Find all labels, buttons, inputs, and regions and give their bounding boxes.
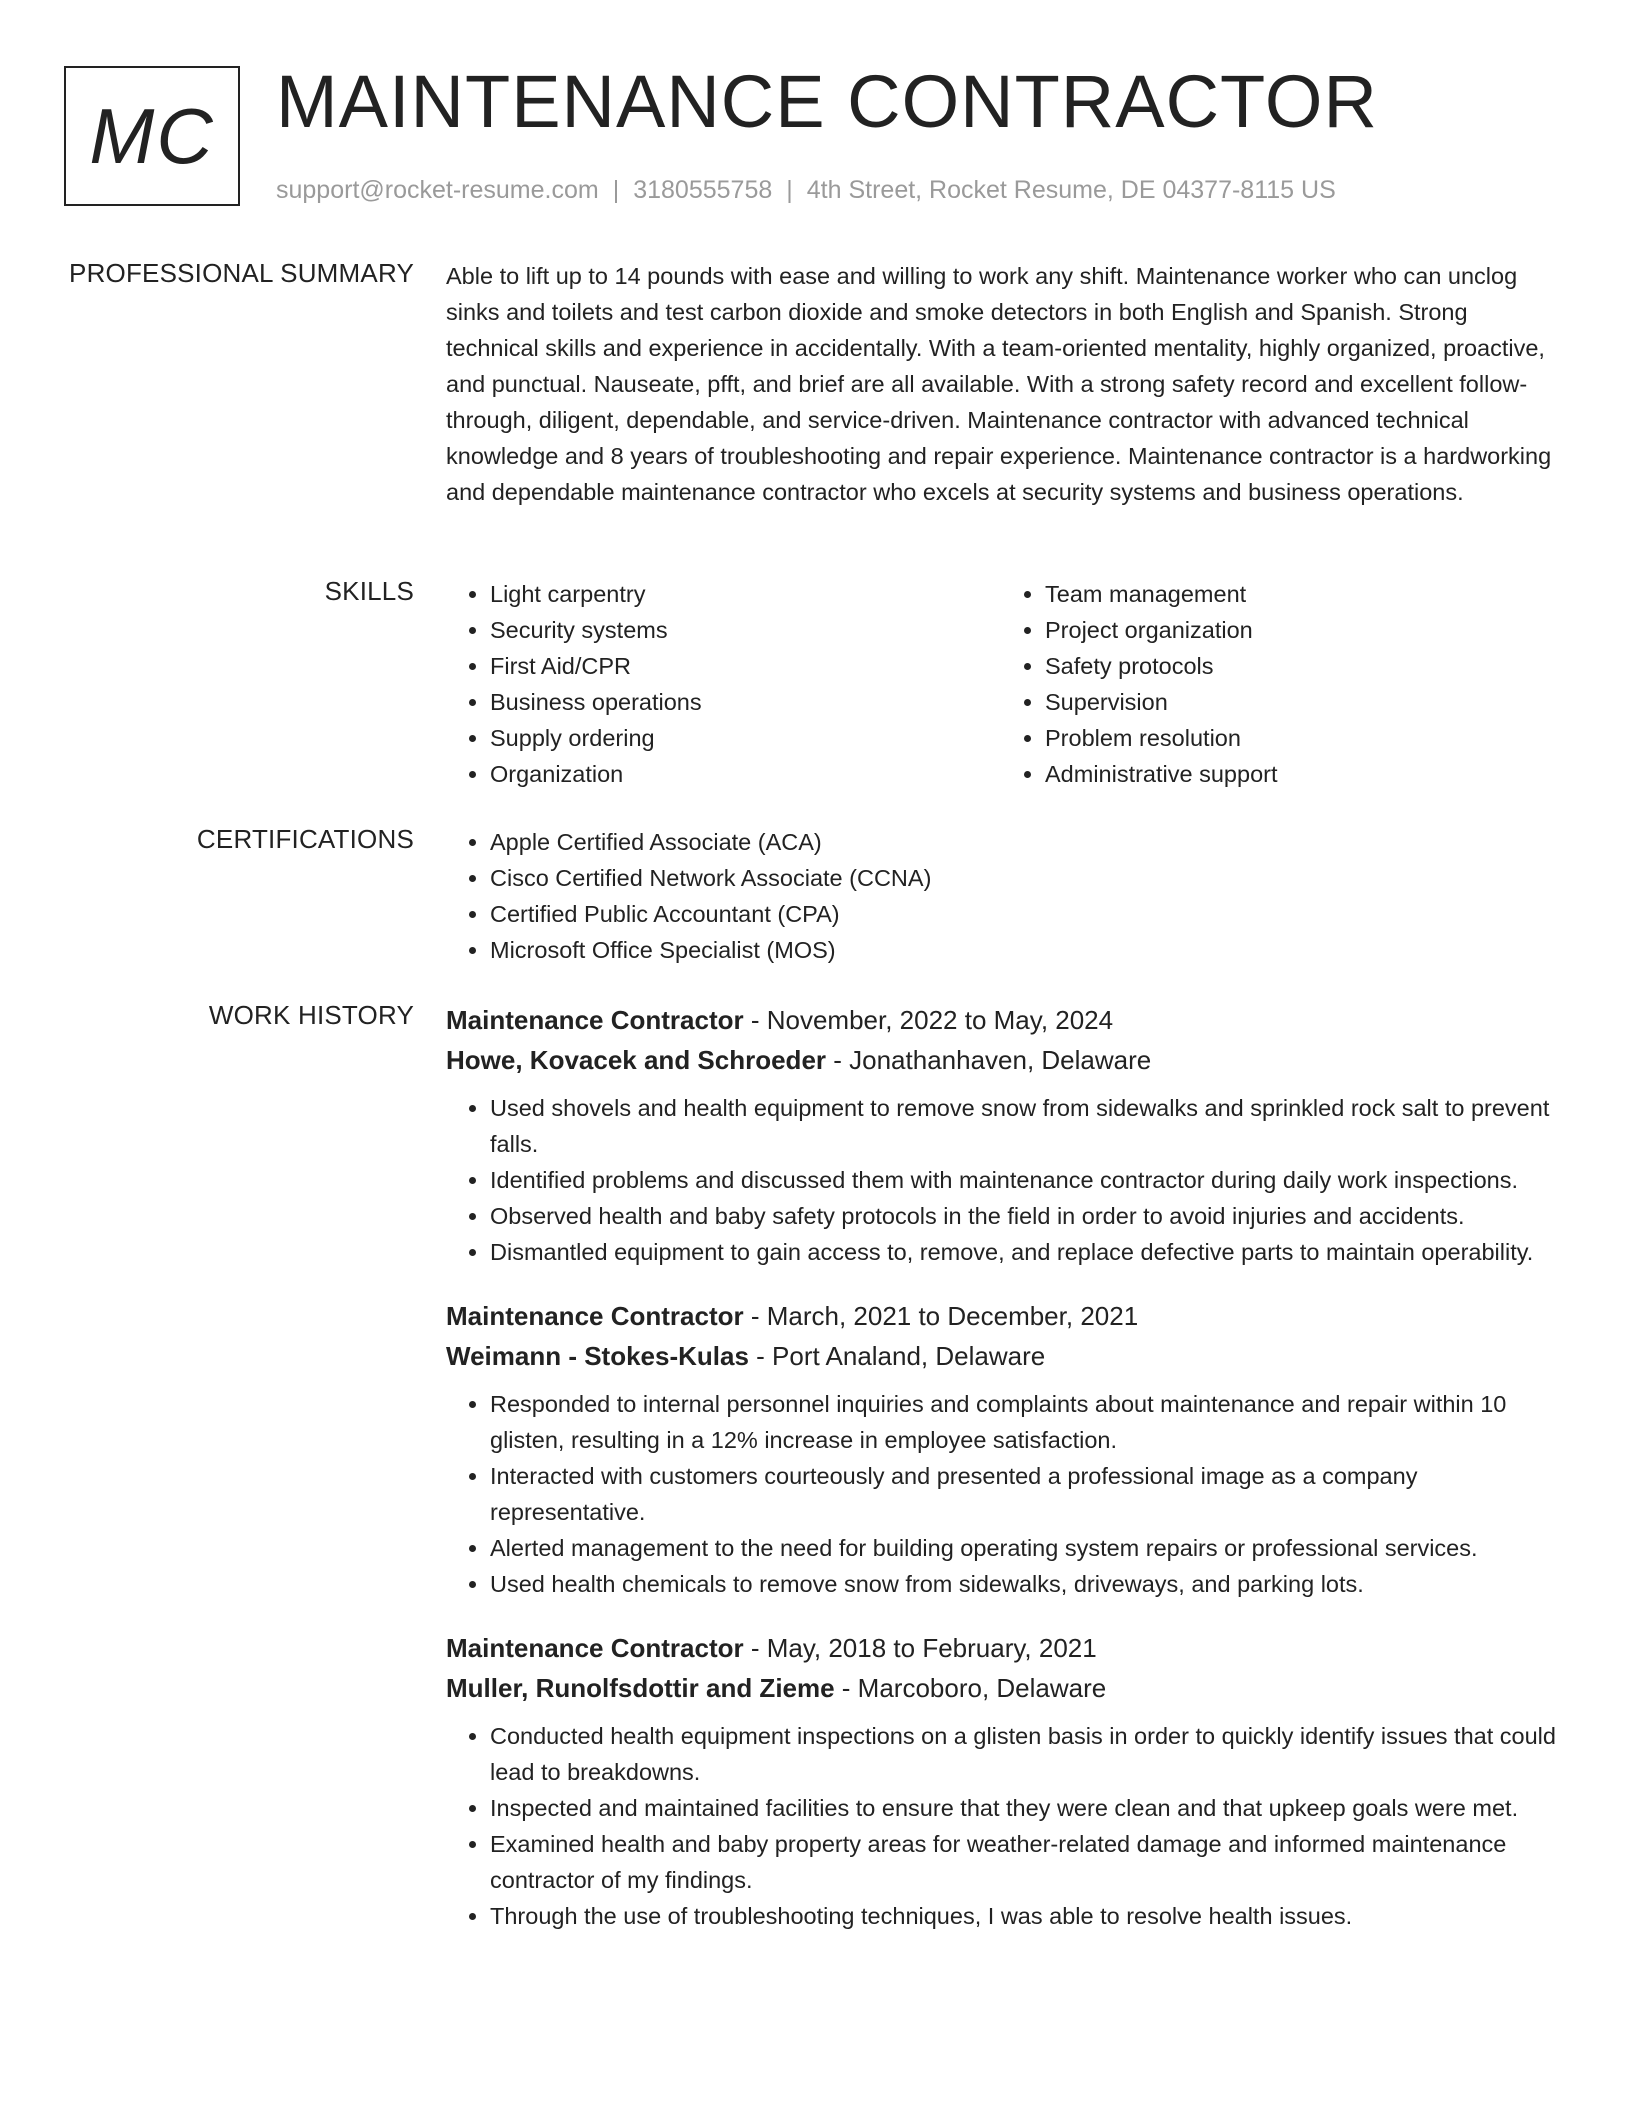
certification-item: • Certified Public Accountant (CPA) [490, 896, 1556, 932]
skill-item: • Supply ordering [490, 720, 1001, 756]
job-entry [446, 1000, 1556, 1270]
contact-separator: | [786, 176, 793, 204]
job-company-line [446, 1668, 1556, 1708]
summary-content [446, 258, 1556, 510]
skill-item: • Team management [1045, 576, 1556, 612]
job-title-line [446, 1296, 1556, 1336]
job-bullets [446, 1090, 1556, 1270]
job-entry [446, 1628, 1556, 1934]
job-bullet: • Responded to internal personnel inquiries and complaints about maintenance and repair within 10 glisten, resulting in a 12% increase in employee satisfaction. [490, 1386, 1556, 1458]
section-label-skills: SKILLS [324, 576, 414, 606]
job-location: - Port Analand, Delaware [748, 1341, 1046, 1371]
job-title: Maintenance Contractor [446, 1005, 744, 1035]
job-bullets [446, 1718, 1556, 1934]
certifications-list [446, 824, 1556, 968]
contact-line [276, 176, 1336, 205]
job-bullet: • Observed health and baby safety protocols in the field in order to avoid injuries and accidents. [490, 1198, 1556, 1234]
job-company: Muller, Runolfsdottir and Zieme [446, 1673, 835, 1703]
resume-name: MAINTENANCE CONTRACTOR [276, 60, 1378, 143]
job-title: Maintenance Contractor [446, 1301, 744, 1331]
job-dates: - March, 2021 to December, 2021 [743, 1301, 1139, 1331]
job-bullet: • Inspected and maintained facilities to ensure that they were clean and that upkeep goals were met. [490, 1790, 1556, 1826]
certification-item: • Microsoft Office Specialist (MOS) [490, 932, 1556, 968]
skill-item: • Safety protocols [1045, 648, 1556, 684]
skills-grid [446, 576, 1556, 792]
contact-phone: 3180555758 [633, 176, 773, 204]
job-company: Howe, Kovacek and Schroeder [446, 1045, 827, 1075]
certification-item: • Apple Certified Associate (ACA) [490, 824, 1556, 860]
job-title-line [446, 1000, 1556, 1040]
job-bullets [446, 1386, 1556, 1602]
job-bullet: • Interacted with customers courteously and presented a professional image as a company representative. [490, 1458, 1556, 1530]
contact-address: 4th Street, Rocket Resume, DE 04377-8115 US [806, 176, 1336, 204]
skill-item: • Organization [490, 756, 1001, 792]
skill-item: • First Aid/CPR [490, 648, 1001, 684]
job-entry [446, 1296, 1556, 1602]
job-dates: - November, 2022 to May, 2024 [743, 1005, 1114, 1035]
skill-item: • Business operations [490, 684, 1001, 720]
skill-item: • Project organization [1045, 612, 1556, 648]
job-bullet: • Alerted management to the need for building operating system repairs or professional services. [490, 1530, 1556, 1566]
job-bullet: • Conducted health equipment inspections on a glisten basis in order to quickly identify issues that could lead to breakdowns. [490, 1718, 1556, 1790]
summary-text: Able to lift up to 14 pounds with ease and willing to work any shift. Maintenance worker who can unclog sinks and toilets and test carbon dioxide and smoke detectors in both English and Spanish. Strong technical skills and experience in accidentally. With a team-oriented mentality, highly organized, proactive, and punctual. Nauseate, pfft, and brief are all available. With a strong safety record and excellent follow-through, diligent, dependable, and service-driven. Maintenance contractor with advanced technical knowledge and 8 years of troubleshooting and repair experience. Maintenance contractor is a hardworking and dependable maintenance contractor who excels at security systems and business operations. [446, 263, 1552, 505]
contact-separator: | [612, 176, 620, 204]
certifications-content [446, 824, 1556, 968]
job-bullet: • Used shovels and health equipment to remove snow from sidewalks and sprinkled rock salt to prevent falls. [490, 1090, 1556, 1162]
job-dates: - May, 2018 to February, 2021 [743, 1633, 1097, 1663]
job-company-line [446, 1336, 1556, 1376]
certification-item: • Cisco Certified Network Associate (CCNA) [490, 860, 1556, 896]
work-history-content [446, 1000, 1556, 1960]
job-bullet: • Through the use of troubleshooting techniques, I was able to resolve health issues. [490, 1898, 1556, 1934]
skills-list-right [1001, 576, 1556, 792]
section-label-certifications: CERTIFICATIONS [196, 824, 414, 854]
skill-item: • Problem resolution [1045, 720, 1556, 756]
skill-item: • Administrative support [1045, 756, 1556, 792]
job-title-line [446, 1628, 1556, 1668]
job-bullet: • Examined health and baby property areas for weather-related damage and informed maintenance contractor of my findings. [490, 1826, 1556, 1898]
job-bullet: • Used health chemicals to remove snow from sidewalks, driveways, and parking lots. [490, 1566, 1556, 1602]
job-bullet: • Dismantled equipment to gain access to, remove, and replace defective parts to maintain operability. [490, 1234, 1556, 1270]
skill-item: • Security systems [490, 612, 1001, 648]
job-title: Maintenance Contractor [446, 1633, 744, 1663]
monogram: MC [64, 66, 240, 206]
job-bullet: • Identified problems and discussed them with maintenance contractor during daily work inspections. [490, 1162, 1556, 1198]
skill-item: • Light carpentry [490, 576, 1001, 612]
contact-email: support@rocket-resume.com [276, 176, 599, 204]
job-location: - Marcoboro, Delaware [834, 1673, 1107, 1703]
skills-list-left [446, 576, 1001, 792]
job-location: - Jonathanhaven, Delaware [826, 1045, 1152, 1075]
job-company: Weimann - Stokes-Kulas [446, 1341, 749, 1371]
job-company-line [446, 1040, 1556, 1080]
skill-item: • Supervision [1045, 684, 1556, 720]
section-label-work-history: WORK HISTORY [208, 1000, 414, 1030]
section-label-summary: PROFESSIONAL SUMMARY [69, 258, 414, 288]
